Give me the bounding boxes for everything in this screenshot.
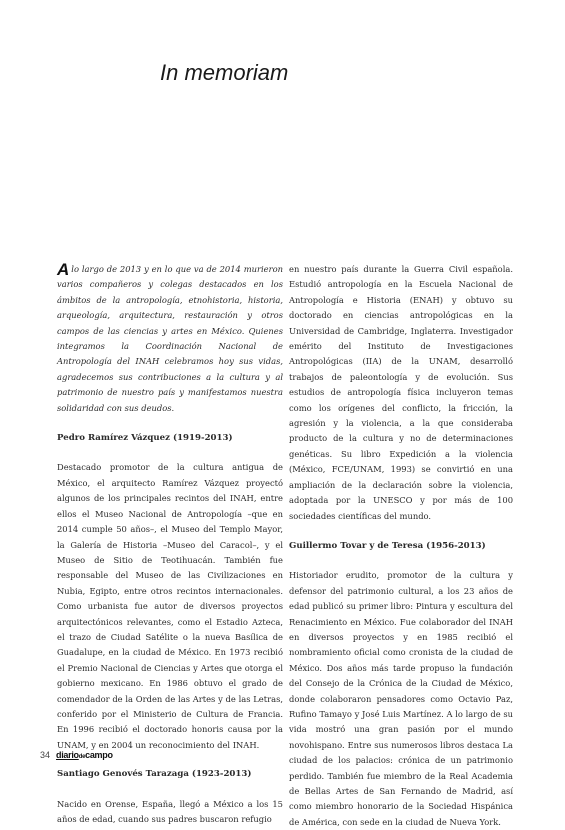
drop-cap: A	[57, 260, 70, 279]
page-title: In memoriam	[160, 60, 289, 85]
paragraph-genoves-cont: en nuestro país durante la Guerra Civil española. Estudió antropología en la Escuela Nacional de Antropología e Historia (ENAH) y obtuvo su doctorado en ciencias antropológicas en la Universidad de Cambridge, Inglaterra. Investigador emérito del Instituto de Investigaciones Antropológicas (IIA) de la UNAM, desarrolló trabajos de paleontología y de evolución. Sus estudios de antropología física incluyeron temas como los orígenes del conflicto, la fricción, la agresión y la violencia, a la que consideraba producto de la cultura y no de determinaciones genéticas. Su libro Expedición a la violencia (México, FCE/UNAM, 1993) se convirtió en una ampliación de la declaración sobre la violencia, adoptada por la UNESCO y por más de 100 sociedades científicas del mundo.	[289, 264, 513, 521]
paragraph-ramirez: Destacado promotor de la cultura antigua de México, el arquitecto Ramírez Vázquez proyectó algunos de los principales recintos del INAH, entre ellos el Museo Nacional de Antropología –que en 2014 cumple 50 años–, el Museo del Templo Mayor, la Galería de Historia –Museo del Caracol–, y el Museo de Sitio de Teotihuacán. También fue responsable del Museo de las Civilizaciones en Nubia, Egipto, entre otros recintos internacionales. Como urbanista fue autor de diversos proyectos arquitectónicos relevantes, como el Estadio Azteca, el trazo de Ciudad Satélite o la nueva Basílica de Guadalupe, en la ciudad de México. En 1973 recibió el Premio Nacional de Ciencias y Artes que otorga el gobierno mexicano. En 1986 obtuvo el grado de comendador de la Orden de las Artes y de las Letras, conferido por el Ministerio de Cultura de Francia. En 1996 recibió el doctorado honoris causa por la UNAM, y en 2004 un reconocimiento del INAH.	[57, 462, 283, 750]
page-footer	[40, 750, 113, 760]
intro-paragraph	[57, 262, 283, 416]
paragraph-genoves-start: Nacido en Orense, España, llegó a México a los 15 años de edad, cuando sus padres buscaron refugio	[57, 798, 283, 824]
section-heading-genoves: Santiago Genovés Tarazaga (1923-2013)	[57, 769, 252, 780]
section-heading-ramirez: Pedro Ramírez Vázquez (1919-2013)	[57, 433, 233, 444]
left-column	[57, 262, 283, 827]
page-number: 34	[40, 750, 51, 760]
publication-logo: diariodecampo	[56, 750, 113, 760]
section-heading-tovar: Guillermo Tovar y de Teresa (1956-2013)	[289, 540, 486, 551]
intro-text: lo largo de 2013 y en lo que va de 2014 murieron varios compañeros y colegas destacados en los ámbitos de la antropología, etnohistoria, historia, arqueología, arquitectura, restauración y otros campos de las ciencias y artes en México. Quienes integramos la Coordinación Nacional de Antropología del INAH celebramos hoy sus vidas, agradecemos sus contribuciones a la cultura y al patrimonio de nuestro país y manifestamos nuestra solidaridad con sus deudos.	[57, 264, 283, 413]
paragraph-tovar: Historiador erudito, promotor de la cultura y defensor del patrimonio cultural, a los 23 años de edad publicó su primer libro: Pintura y escultura del Renacimiento en México. Fue colaborador del INAH en diversos proyectos y en 1985 recibió el nombramiento oficial como cronista de la ciudad de México. Dos años más tarde propuso la fundación del Consejo de la Crónica de la Ciudad de México, donde colaboraron pensadores como Octavio Paz, Rufino Tamayo y José Luis Martínez. A lo largo de su vida mostró una gran pasión por el mundo novohispano. Entre sus numerosos libros destaca La ciudad de los palacios: crónica de un patrimonio perdido. También fue miembro de la Real Academia de Bellas Artes de San Fernando de Madrid, así como miembro honorario de la Sociedad Hispánica de América, con sede en la ciudad de Nueva York.	[289, 570, 513, 827]
right-column	[289, 262, 513, 830]
